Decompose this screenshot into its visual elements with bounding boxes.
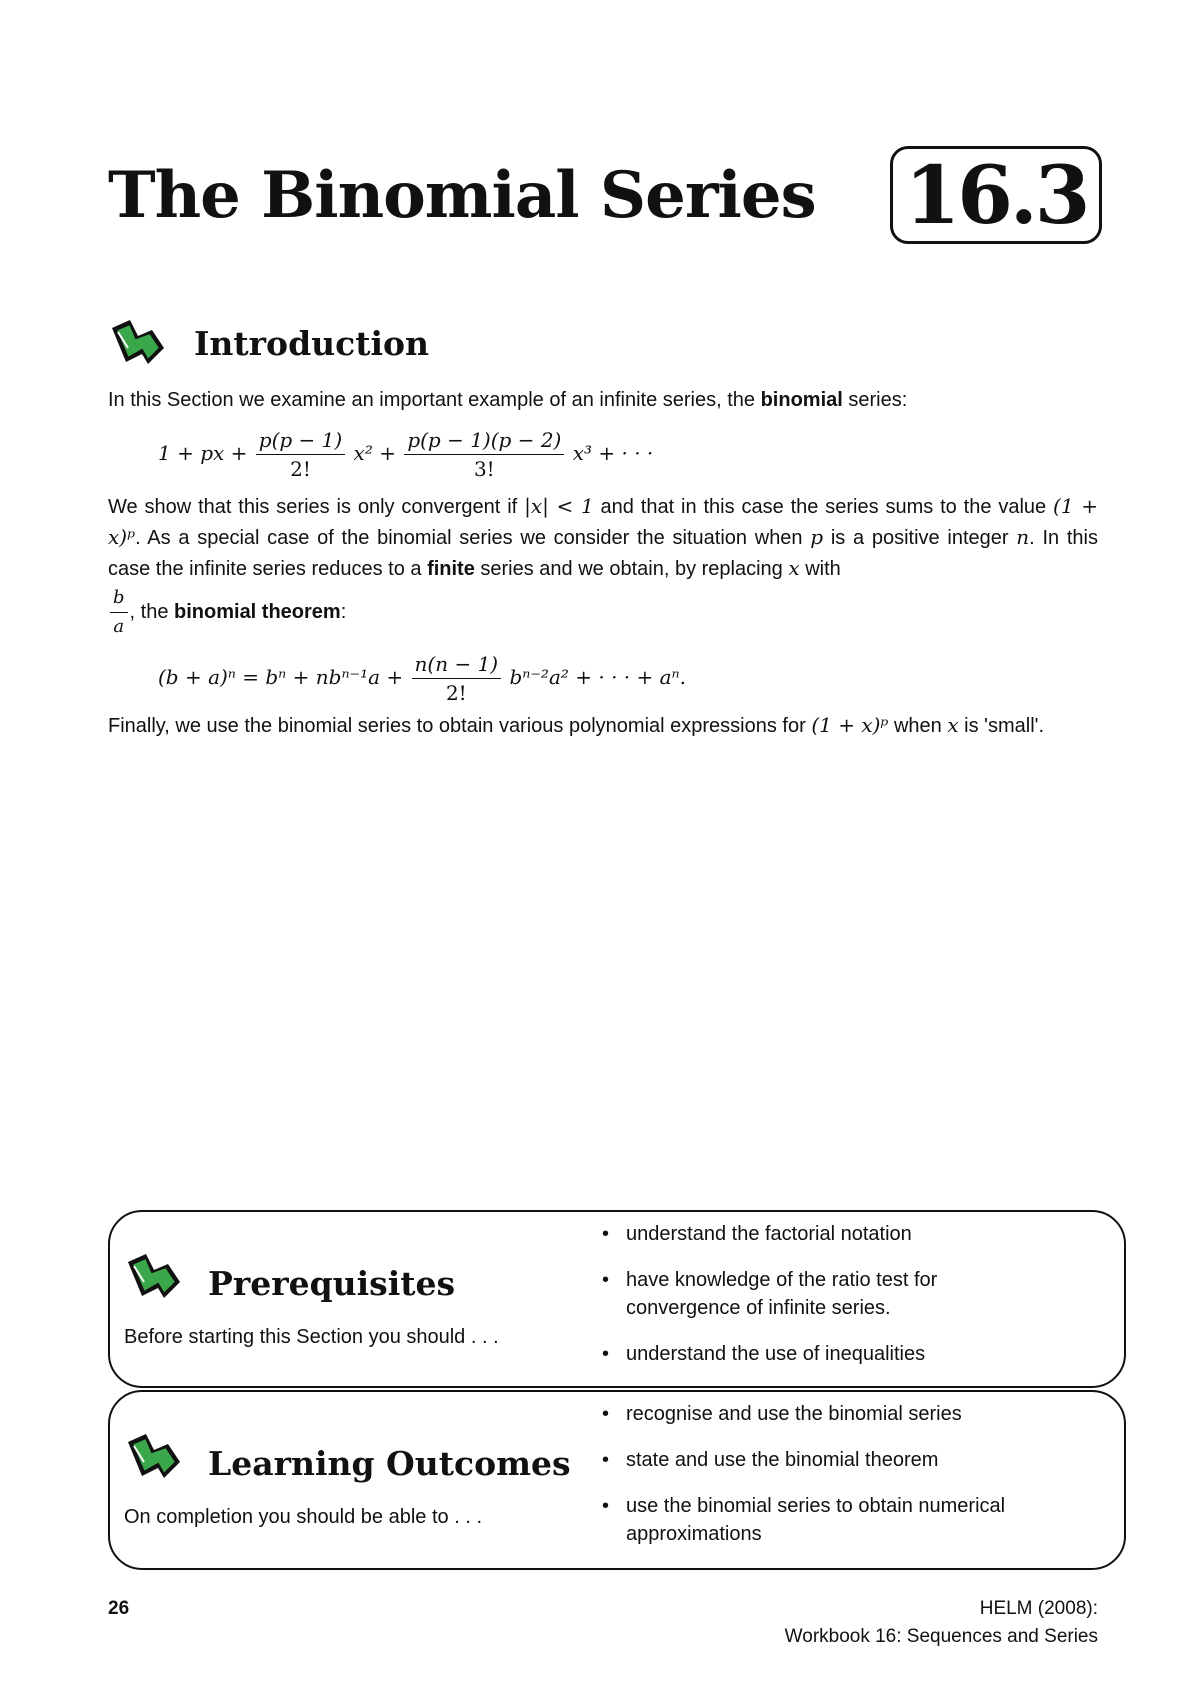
hand-arrow-icon — [124, 1432, 186, 1484]
learning-outcomes-subtitle: On completion you should be able to . . . — [124, 1506, 482, 1528]
list-item: • state and use the binomial theorem — [600, 1446, 1070, 1474]
list-item: • understand the factorial notation — [600, 1220, 1040, 1248]
footer-source-line-2: Workbook 16: Sequences and Series — [784, 1626, 1098, 1647]
page-title: The Binomial Series — [108, 158, 816, 233]
introduction-heading: Introduction — [194, 324, 430, 363]
page-number: 26 — [108, 1598, 130, 1619]
intro-paragraph-2: We show that this series is only convergent if |x| < 1 and that in this case the series sums to the value (1 + x)ᵖ. As a special case of the binomial series we consider the situation when p is a positive integer n. In this case the infinite series reduces to a finite series and we obtain, by replacing x with $\frac{b}{a}$ , the binomial theorem: — [108, 494, 1099, 637]
hand-arrow-icon — [124, 1252, 186, 1304]
learning-outcomes-list — [600, 1400, 1070, 1566]
intro-paragraph-3: Finally, we use the binomial series to obtain various polynomial expressions for (1 + x)ᵖ when x is 'small'. — [108, 713, 1045, 737]
prerequisites-subtitle: Before starting this Section you should . . . — [124, 1326, 499, 1348]
list-item: • use the binomial series to obtain numerical approximations — [600, 1492, 1070, 1548]
list-item: • have knowledge of the ratio test for convergence of infinite series. — [600, 1266, 1040, 1322]
list-item: • recognise and use the binomial series — [600, 1400, 1070, 1428]
intro-paragraph-1: In this Section we examine an important example of an infinite series, the binomial series: — [108, 389, 908, 411]
prerequisites-heading: Prerequisites — [208, 1264, 456, 1303]
footer-source-line-1: HELM (2008): — [979, 1598, 1098, 1619]
section-number-badge: 16.3 — [890, 146, 1102, 244]
binomial-theorem-equation: (b + a)ⁿ = bⁿ + nbⁿ⁻¹a + $\frac{n(n - 1)}{2!}$ bⁿ⁻²a² + · · · + aⁿ. — [158, 652, 687, 705]
binomial-series-equation: 1 + px + $\frac{p(p - 1)}{2!}$ x² + $\frac{p(p - 1)(p - 2)}{3!}$ x³ + · · · — [158, 428, 654, 481]
prerequisites-list — [600, 1220, 1040, 1386]
hand-arrow-icon — [108, 318, 170, 370]
learning-outcomes-heading: Learning Outcomes — [208, 1444, 571, 1483]
list-item: • understand the use of inequalities — [600, 1340, 1040, 1368]
